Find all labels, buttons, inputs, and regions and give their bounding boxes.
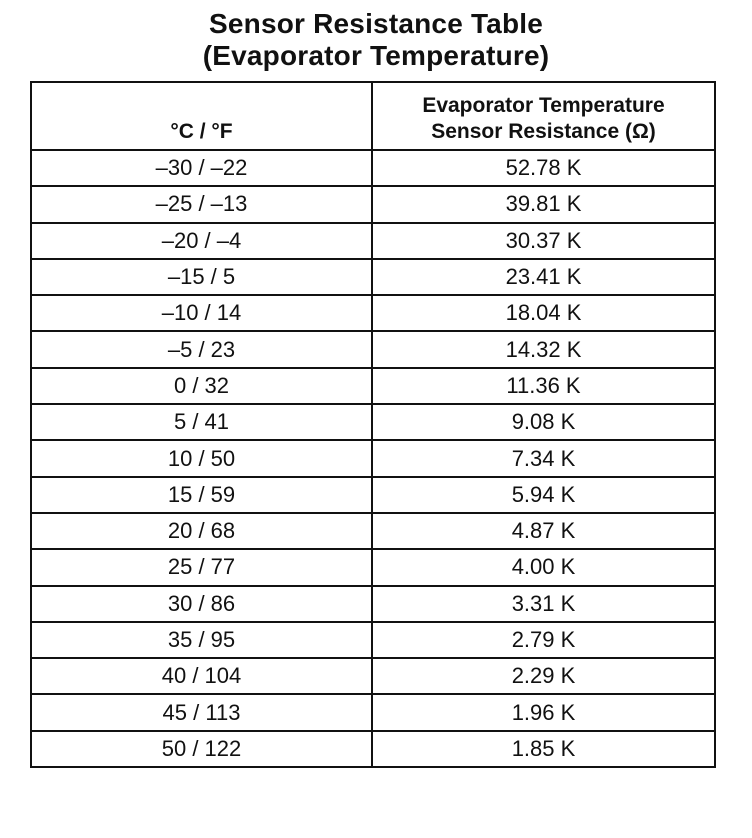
resistance-value: 23.41 K: [505, 264, 582, 290]
header-temperature: [31, 82, 372, 150]
table-row: [31, 477, 715, 513]
table-row: [31, 368, 715, 404]
resistance-value: 5.94 K: [511, 481, 576, 507]
resistance-cell: [372, 586, 715, 622]
resistance-value: 4.87 K: [511, 518, 576, 544]
temperature-value: 10 / 50: [167, 445, 236, 471]
resistance-value: 39.81 K: [505, 191, 582, 217]
table-row: [31, 295, 715, 331]
table-row: [31, 694, 715, 730]
resistance-value: 1.85 K: [511, 735, 576, 761]
resistance-cell: [372, 368, 715, 404]
temperature-value: –25 / –13: [155, 191, 248, 217]
header-resistance-line-1: Evaporator Temperature: [422, 94, 665, 117]
table-row: [31, 549, 715, 585]
resistance-cell: [372, 404, 715, 440]
resistance-value: 4.00 K: [511, 554, 576, 580]
temperature-cell: [31, 223, 372, 259]
temperature-value: –5 / 23: [167, 336, 236, 362]
temperature-cell: [31, 440, 372, 476]
temperature-value: 30 / 86: [167, 590, 236, 616]
temperature-value: 50 / 122: [161, 735, 242, 761]
resistance-value: 52.78 K: [505, 155, 582, 181]
table-row: [31, 404, 715, 440]
resistance-cell: [372, 477, 715, 513]
temperature-value: 40 / 104: [161, 663, 242, 689]
resistance-cell: [372, 223, 715, 259]
table-row: [31, 186, 715, 222]
resistance-value: 3.31 K: [511, 590, 576, 616]
header-row: [31, 82, 715, 150]
resistance-value: 14.32 K: [505, 336, 582, 362]
temperature-value: 0 / 32: [173, 372, 230, 398]
temperature-cell: [31, 150, 372, 186]
table-row: [31, 331, 715, 367]
temperature-cell: [31, 622, 372, 658]
resistance-cell: [372, 295, 715, 331]
resistance-cell: [372, 549, 715, 585]
table-row: [31, 223, 715, 259]
temperature-cell: [31, 404, 372, 440]
table-row: [31, 150, 715, 186]
temperature-cell: [31, 368, 372, 404]
temperature-value: –30 / –22: [155, 155, 248, 181]
temperature-value: 15 / 59: [167, 481, 236, 507]
resistance-cell: [372, 150, 715, 186]
table-header: [31, 82, 715, 150]
temperature-value: 45 / 113: [162, 699, 241, 725]
temperature-value: 35 / 95: [167, 627, 236, 652]
table-title: [0, 8, 752, 72]
resistance-cell: [372, 622, 715, 658]
resistance-cell: [372, 513, 715, 549]
temperature-cell: [31, 731, 372, 767]
temperature-value: 25 / 77: [167, 554, 236, 580]
resistance-cell: [372, 259, 715, 295]
table-row: [31, 440, 715, 476]
temperature-cell: [31, 586, 372, 622]
temperature-value: –20 / –4: [161, 227, 242, 253]
temperature-cell: [31, 549, 372, 585]
header-temperature-label: °C / °F: [170, 120, 233, 143]
resistance-cell: [372, 331, 715, 367]
table-row: [31, 586, 715, 622]
temperature-value: 5 / 41: [173, 409, 230, 435]
temperature-cell: [31, 331, 372, 367]
resistance-value: 9.08 K: [511, 409, 576, 435]
header-resistance: [372, 82, 715, 150]
resistance-value: 7.34 K: [511, 445, 576, 471]
table-row: [31, 513, 715, 549]
temperature-cell: [31, 513, 372, 549]
table-body: [31, 150, 715, 767]
table-row: [31, 622, 715, 658]
temperature-value: 20 / 68: [167, 518, 236, 544]
resistance-value: 2.29 K: [511, 663, 576, 689]
resistance-cell: [372, 731, 715, 767]
temperature-value: –10 / 14: [161, 300, 242, 326]
resistance-value: 11.36 K: [506, 372, 581, 398]
resistance-value: 30.37 K: [505, 227, 582, 253]
temperature-cell: [31, 259, 372, 295]
resistance-cell: [372, 440, 715, 476]
title-line-2: (Evaporator Temperature): [202, 40, 550, 71]
temperature-cell: [31, 694, 372, 730]
temperature-value: –15 / 5: [167, 264, 236, 290]
resistance-cell: [372, 658, 715, 694]
resistance-cell: [372, 694, 715, 730]
sensor-resistance-table: [30, 81, 716, 768]
resistance-value: 18.04 K: [505, 300, 582, 326]
temperature-cell: [31, 186, 372, 222]
temperature-cell: [31, 477, 372, 513]
header-resistance-line-2: Sensor Resistance (Ω): [431, 120, 656, 143]
table-row: [31, 259, 715, 295]
table-row: [31, 731, 715, 767]
table-row: [31, 658, 715, 694]
temperature-cell: [31, 658, 372, 694]
temperature-cell: [31, 295, 372, 331]
resistance-value: 1.96 K: [511, 699, 576, 725]
resistance-cell: [372, 186, 715, 222]
title-line-1: Sensor Resistance Table: [209, 8, 543, 39]
resistance-value: 2.79 K: [511, 627, 576, 652]
